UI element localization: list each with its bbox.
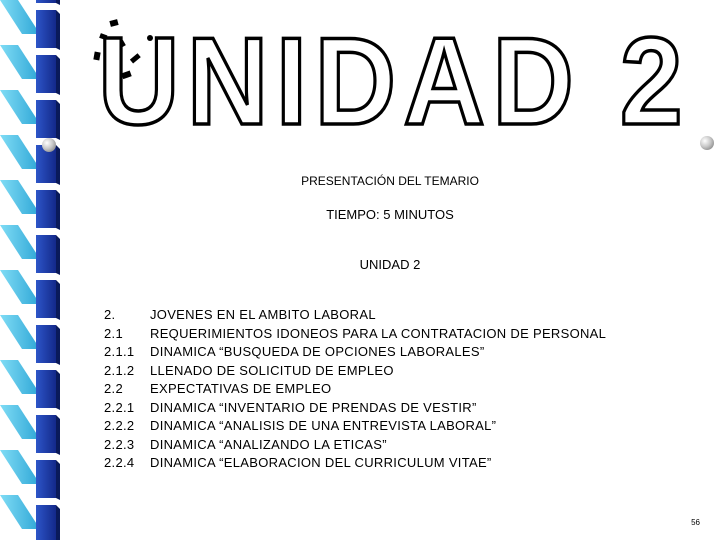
item-text: LLENADO DE SOLICITUD DE EMPLEO (150, 362, 394, 378)
item-number: 2.2 (104, 381, 123, 396)
binder-light-segment (0, 225, 40, 259)
binder-shadow-segment (56, 100, 60, 140)
binder-light-segment (0, 360, 40, 394)
page-number: 56 (691, 518, 700, 527)
binder-shadow-segment (56, 0, 60, 5)
binder-light-segment (0, 495, 40, 529)
binder-shadow-segment (56, 325, 60, 365)
item-number: 2. (104, 307, 116, 322)
big-title-text: UNIDAD 2 (98, 24, 690, 134)
item-text: DINAMICA “BUSQUEDA DE OPCIONES LABORALES” (150, 344, 485, 359)
unit-big-title (94, 24, 694, 134)
item-number: 2.2.3 (104, 436, 135, 452)
binder-light-segment (0, 135, 40, 169)
binder-ring-icon (42, 138, 56, 152)
binder-dark-segment (36, 10, 56, 48)
list-item (104, 454, 606, 473)
list-item (104, 399, 606, 418)
item-text: EXPECTATIVAS DE EMPLEO (150, 381, 332, 396)
item-text: DINAMICA “INVENTARIO DE PRENDAS DE VESTIR” (150, 399, 477, 415)
item-text: REQUERIMIENTOS IDONEOS PARA LA CONTRATACION DE PERSONAL (150, 325, 607, 341)
binder-dark-segment (36, 100, 56, 138)
binder-shadow-segment (56, 55, 60, 95)
binder-shadow-segment (56, 280, 60, 320)
binder-ring-icon (700, 136, 714, 150)
item-text: DINAMICA “ELABORACION DEL CURRICULUM VITAE” (150, 455, 492, 470)
binder-shadow-segment (56, 505, 60, 540)
list-item (104, 380, 606, 399)
item-number: 2.2.2 (104, 418, 135, 433)
item-text: DINAMICA “ANALIZANDO LA ETICAS” (150, 436, 387, 452)
binder-dark-segment (36, 370, 56, 408)
item-text: JOVENES EN EL AMBITO LABORAL (150, 307, 376, 322)
binder-dark-segment (36, 325, 56, 363)
list-item (104, 362, 606, 381)
binder-shadow-segment (56, 460, 60, 500)
binder-light-segment (0, 0, 40, 34)
item-number: 2.2.1 (104, 399, 135, 415)
binder-dark-segment (36, 505, 56, 540)
unit-heading: UNIDAD 2 (359, 257, 421, 272)
binder-dark-segment (36, 55, 56, 93)
binder-light-segment (0, 315, 40, 349)
binder-shadow-segment (56, 370, 60, 410)
binder-dark-segment (36, 460, 56, 498)
binder-light-segment (0, 270, 40, 304)
item-number: 2.1 (104, 325, 123, 341)
list-item (104, 417, 606, 436)
item-text: DINAMICA “ANALISIS DE UNA ENTREVISTA LABORAL” (150, 418, 497, 433)
binder-shadow-segment (56, 415, 60, 455)
topic-list (104, 306, 606, 473)
item-number: 2.1.2 (104, 362, 135, 378)
binder-dark-segment (36, 415, 56, 453)
item-number: 2.2.4 (104, 455, 135, 470)
list-item (104, 436, 606, 455)
binder-dark-segment (36, 0, 56, 3)
list-item (104, 306, 606, 325)
binder-light-segment (0, 45, 40, 79)
time-label: TIEMPO: 5 MINUTOS (326, 207, 454, 222)
binder-light-segment (0, 450, 40, 484)
item-number: 2.1.1 (104, 344, 135, 359)
binder-dark-segment (36, 280, 56, 318)
list-item (104, 343, 606, 362)
binder-light-segment (0, 90, 40, 124)
binder-shadow-segment (56, 10, 60, 50)
binder-light-segment (0, 405, 40, 439)
subtitle: PRESENTACIÓN DEL TEMARIO (301, 174, 479, 188)
list-item (104, 325, 606, 344)
